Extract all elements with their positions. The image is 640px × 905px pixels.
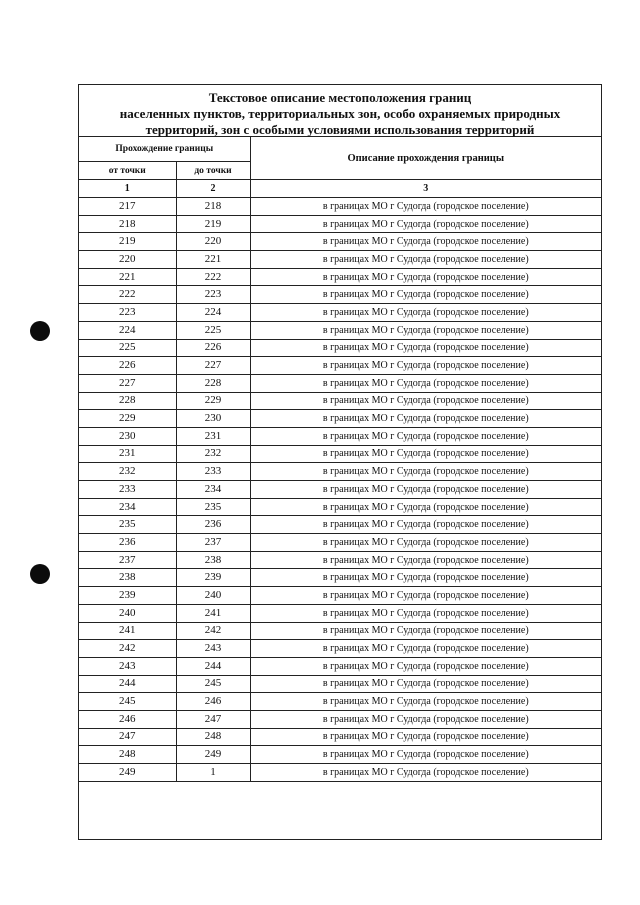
cell-description: в границах МО г Судогда (городское поселение)	[250, 587, 601, 605]
cell-to-point: 245	[176, 675, 250, 693]
table-row	[79, 463, 601, 481]
cell-to-point: 1	[176, 764, 250, 782]
cell-from-point: 246	[79, 710, 176, 728]
table-row	[79, 498, 601, 516]
table-row	[79, 710, 601, 728]
cell-to-point: 231	[176, 427, 250, 445]
cell-to-point: 238	[176, 551, 250, 569]
table-row	[79, 622, 601, 640]
cell-to-point: 240	[176, 587, 250, 605]
cell-to-point: 228	[176, 374, 250, 392]
cell-from-point: 234	[79, 498, 176, 516]
table-row	[79, 427, 601, 445]
cell-description: в границах МО г Судогда (городское поселение)	[250, 622, 601, 640]
table-row	[79, 339, 601, 357]
table-row	[79, 481, 601, 499]
cell-description: в границах МО г Судогда (городское поселение)	[250, 268, 601, 286]
table-row	[79, 374, 601, 392]
cell-description: в границах МО г Судогда (городское поселение)	[250, 410, 601, 428]
cell-to-point: 229	[176, 392, 250, 410]
cell-from-point: 248	[79, 746, 176, 764]
cell-from-point: 238	[79, 569, 176, 587]
cell-description: в границах МО г Судогда (городское поселение)	[250, 427, 601, 445]
cell-from-point: 245	[79, 693, 176, 711]
cell-description: в границах МО г Судогда (городское поселение)	[250, 286, 601, 304]
cell-from-point: 241	[79, 622, 176, 640]
cell-to-point: 242	[176, 622, 250, 640]
cell-from-point: 217	[79, 198, 176, 216]
table-row	[79, 215, 601, 233]
cell-from-point: 227	[79, 374, 176, 392]
table-row	[79, 693, 601, 711]
cell-description: в границах МО г Судогда (городское поселение)	[250, 374, 601, 392]
table-row	[79, 657, 601, 675]
cell-to-point: 241	[176, 604, 250, 622]
cell-description: в границах МО г Судогда (городское поселение)	[250, 357, 601, 375]
title-line-1: Текстовое описание местоположения границ	[208, 90, 472, 105]
cell-description: в границах МО г Судогда (городское поселение)	[250, 304, 601, 322]
cell-to-point: 247	[176, 710, 250, 728]
table-body	[79, 198, 601, 782]
cell-from-point: 235	[79, 516, 176, 534]
cell-from-point: 220	[79, 251, 176, 269]
cell-description: в границах МО г Судогда (городское поселение)	[250, 339, 601, 357]
cell-from-point: 219	[79, 233, 176, 251]
cell-to-point: 249	[176, 746, 250, 764]
cell-description: в границах МО г Судогда (городское поселение)	[250, 251, 601, 269]
header-col-1: 1	[79, 180, 176, 198]
cell-to-point: 246	[176, 693, 250, 711]
cell-from-point: 230	[79, 427, 176, 445]
cell-from-point: 243	[79, 657, 176, 675]
table-row	[79, 286, 601, 304]
punch-hole-bottom	[30, 564, 50, 584]
cell-from-point: 233	[79, 481, 176, 499]
cell-description: в границах МО г Судогда (городское поселение)	[250, 392, 601, 410]
table-row	[79, 392, 601, 410]
cell-from-point: 231	[79, 445, 176, 463]
header-to: до точки	[176, 162, 250, 180]
cell-to-point: 234	[176, 481, 250, 499]
table-row	[79, 746, 601, 764]
cell-to-point: 237	[176, 534, 250, 552]
table-row	[79, 516, 601, 534]
title-line-2: населенных пунктов, территориальных зон, особо охраняемых природных	[119, 106, 561, 121]
table-row	[79, 534, 601, 552]
cell-from-point: 249	[79, 764, 176, 782]
cell-from-point: 221	[79, 268, 176, 286]
cell-from-point: 222	[79, 286, 176, 304]
cell-to-point: 235	[176, 498, 250, 516]
table-row	[79, 604, 601, 622]
cell-description: в границах МО г Судогда (городское поселение)	[250, 534, 601, 552]
cell-to-point: 220	[176, 233, 250, 251]
cell-to-point: 233	[176, 463, 250, 481]
cell-from-point: 244	[79, 675, 176, 693]
table-row	[79, 728, 601, 746]
header-from: от точки	[79, 162, 176, 180]
cell-description: в границах МО г Судогда (городское поселение)	[250, 569, 601, 587]
cell-description: в границах МО г Судогда (городское поселение)	[250, 215, 601, 233]
cell-from-point: 232	[79, 463, 176, 481]
table-row	[79, 268, 601, 286]
cell-to-point: 230	[176, 410, 250, 428]
cell-description: в границах МО г Судогда (городское поселение)	[250, 640, 601, 658]
cell-from-point: 224	[79, 321, 176, 339]
cell-from-point: 223	[79, 304, 176, 322]
header-passage: Прохождение границы	[79, 137, 250, 162]
cell-from-point: 242	[79, 640, 176, 658]
cell-to-point: 239	[176, 569, 250, 587]
table-row	[79, 569, 601, 587]
cell-description: в границах МО г Судогда (городское поселение)	[250, 764, 601, 782]
document-title	[79, 85, 601, 137]
cell-description: в границах МО г Судогда (городское поселение)	[250, 710, 601, 728]
cell-description: в границах МО г Судогда (городское поселение)	[250, 463, 601, 481]
cell-from-point: 236	[79, 534, 176, 552]
cell-description: в границах МО г Судогда (городское поселение)	[250, 746, 601, 764]
cell-to-point: 232	[176, 445, 250, 463]
cell-to-point: 226	[176, 339, 250, 357]
cell-description: в границах МО г Судогда (городское поселение)	[250, 516, 601, 534]
cell-from-point: 218	[79, 215, 176, 233]
table-row	[79, 764, 601, 782]
table-row	[79, 233, 601, 251]
table-row	[79, 410, 601, 428]
cell-description: в границах МО г Судогда (городское поселение)	[250, 198, 601, 216]
cell-to-point: 223	[176, 286, 250, 304]
cell-from-point: 240	[79, 604, 176, 622]
table-row	[79, 251, 601, 269]
punch-hole-top	[30, 321, 50, 341]
cell-to-point: 219	[176, 215, 250, 233]
cell-to-point: 221	[176, 251, 250, 269]
cell-from-point: 247	[79, 728, 176, 746]
header-col-2: 2	[176, 180, 250, 198]
cell-from-point: 229	[79, 410, 176, 428]
cell-description: в границах МО г Судогда (городское поселение)	[250, 604, 601, 622]
cell-from-point: 228	[79, 392, 176, 410]
table-row	[79, 640, 601, 658]
table-row	[79, 551, 601, 569]
cell-from-point: 239	[79, 587, 176, 605]
document-frame	[78, 84, 602, 840]
cell-description: в границах МО г Судогда (городское поселение)	[250, 693, 601, 711]
cell-to-point: 225	[176, 321, 250, 339]
table-row	[79, 304, 601, 322]
table-row	[79, 675, 601, 693]
header-description: Описание прохождения границы	[250, 137, 601, 180]
table-row	[79, 587, 601, 605]
cell-to-point: 227	[176, 357, 250, 375]
cell-to-point: 243	[176, 640, 250, 658]
table-row	[79, 321, 601, 339]
cell-to-point: 224	[176, 304, 250, 322]
boundary-table	[79, 137, 601, 782]
cell-to-point: 222	[176, 268, 250, 286]
cell-description: в границах МО г Судогда (городское поселение)	[250, 481, 601, 499]
table-row	[79, 357, 601, 375]
cell-to-point: 236	[176, 516, 250, 534]
cell-description: в границах МО г Судогда (городское поселение)	[250, 321, 601, 339]
cell-description: в границах МО г Судогда (городское поселение)	[250, 675, 601, 693]
cell-description: в границах МО г Судогда (городское поселение)	[250, 728, 601, 746]
cell-to-point: 248	[176, 728, 250, 746]
cell-description: в границах МО г Судогда (городское поселение)	[250, 233, 601, 251]
table-row	[79, 445, 601, 463]
cell-description: в границах МО г Судогда (городское поселение)	[250, 551, 601, 569]
cell-from-point: 225	[79, 339, 176, 357]
cell-description: в границах МО г Судогда (городское поселение)	[250, 498, 601, 516]
cell-to-point: 218	[176, 198, 250, 216]
cell-description: в границах МО г Судогда (городское поселение)	[250, 657, 601, 675]
cell-to-point: 244	[176, 657, 250, 675]
cell-from-point: 226	[79, 357, 176, 375]
title-line-3: территорий, зон с особыми условиями использования территорий	[145, 122, 535, 137]
header-col-3: 3	[250, 180, 601, 198]
table-row	[79, 198, 601, 216]
cell-description: в границах МО г Судогда (городское поселение)	[250, 445, 601, 463]
cell-from-point: 237	[79, 551, 176, 569]
